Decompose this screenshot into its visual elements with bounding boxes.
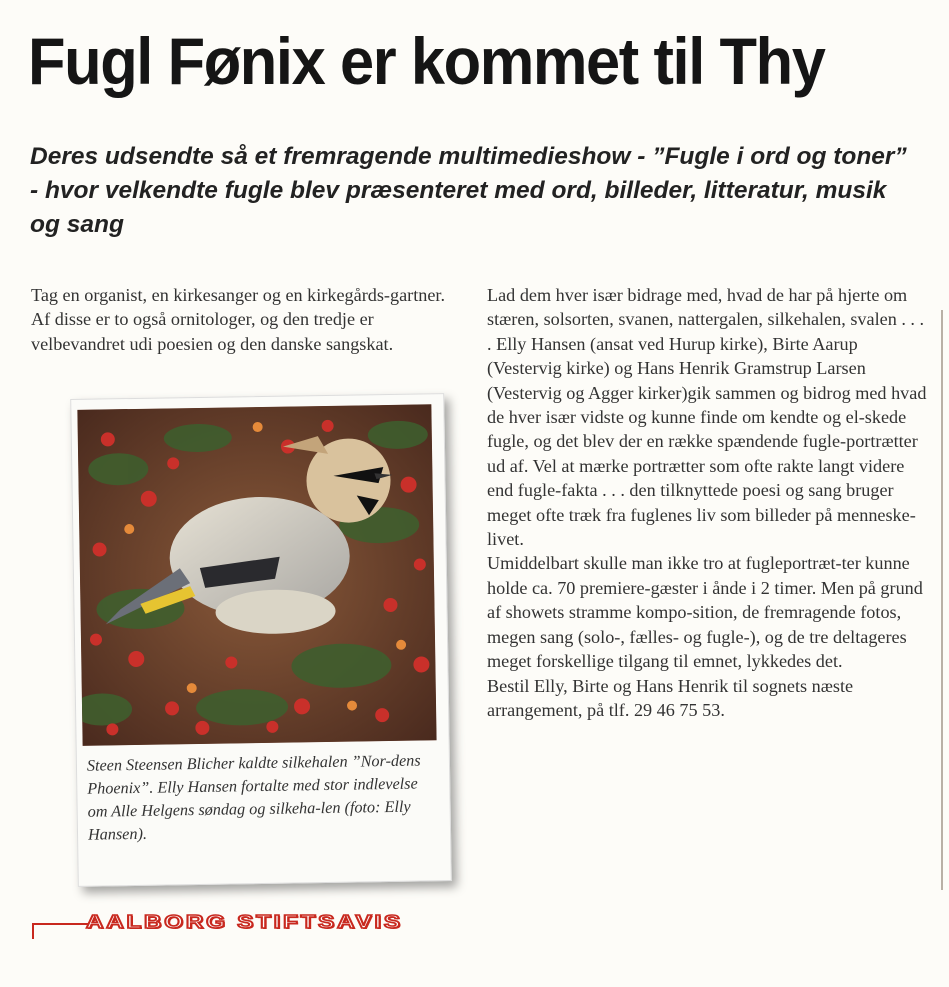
newspaper-masthead: AALBORG STIFTSAVIS bbox=[86, 912, 403, 932]
paragraph: Lad dem hver især bidrage med, hvad de har på hjerte om stæren, solsorten, svanen, nattergalen, silkehalen, svalen . . . . Elly Hansen (ansat ved Hurup kirke), Birte Aarup (Vestervig kirke) og Hans Henrik Gramstrup Larsen (Vestervig og Agger kirker)gik sammen og bidrog med hvad de hver især vidste og kunne finde om kendte og el-skede fugle, og det blev der en række spændende fugle-portrætter ud af. Vel at mærke portrætter som ofte rakte langt videre end fugle-fakta . . . den tilknyttede poesi og sang bruger meget ofte træk fra fuglenes liv som billeder på menneske-livet. bbox=[487, 285, 927, 550]
photo-caption: Steen Steensen Blicher kaldte silkehalen ”Nor-dens Phoenix”. Elly Hansen fortalte med stor indlevelse om Alle Helgens søndag og silkeha-len (foto: Elly Hansen). bbox=[86, 751, 421, 844]
paragraph: Bestil Elly, Birte og Hans Henrik til sognets næste arrangement, på tlf. 29 46 75 53. bbox=[487, 675, 854, 720]
footer-corner-mark bbox=[32, 923, 94, 939]
column-edge-rule bbox=[941, 310, 943, 890]
headline: Fugl Fønix er kommet til Thy bbox=[28, 24, 825, 98]
waxwing-photo bbox=[77, 404, 436, 746]
photo-card bbox=[70, 393, 452, 887]
right-column bbox=[487, 283, 927, 722]
left-column bbox=[31, 283, 461, 356]
paragraph: Tag en organist, en kirkesanger og en kirkegårds-gartner. Af disse er to også ornitologer, og den tredje er velbevandret udi poesien og den danske sangskat. bbox=[31, 285, 446, 354]
subheadline: Deres udsendte så et fremragende multimedieshow - ”Fugle i ord og toner” - hvor velkendte fugle blev præsenteret med ord, billeder, litteratur, musik og sang bbox=[30, 143, 907, 238]
paragraph: Umiddelbart skulle man ikke tro at fugleportræt-ter kunne holde ca. 70 premiere-gæster i ånde i 2 timer. Men på grund af showets stramme kompo-sition, de fremragende fotos, megen sang (solo-, fælles- og fugle-), og de tre deltageres meget forskellige tilgang til emnet, lykkedes det. bbox=[487, 553, 923, 672]
